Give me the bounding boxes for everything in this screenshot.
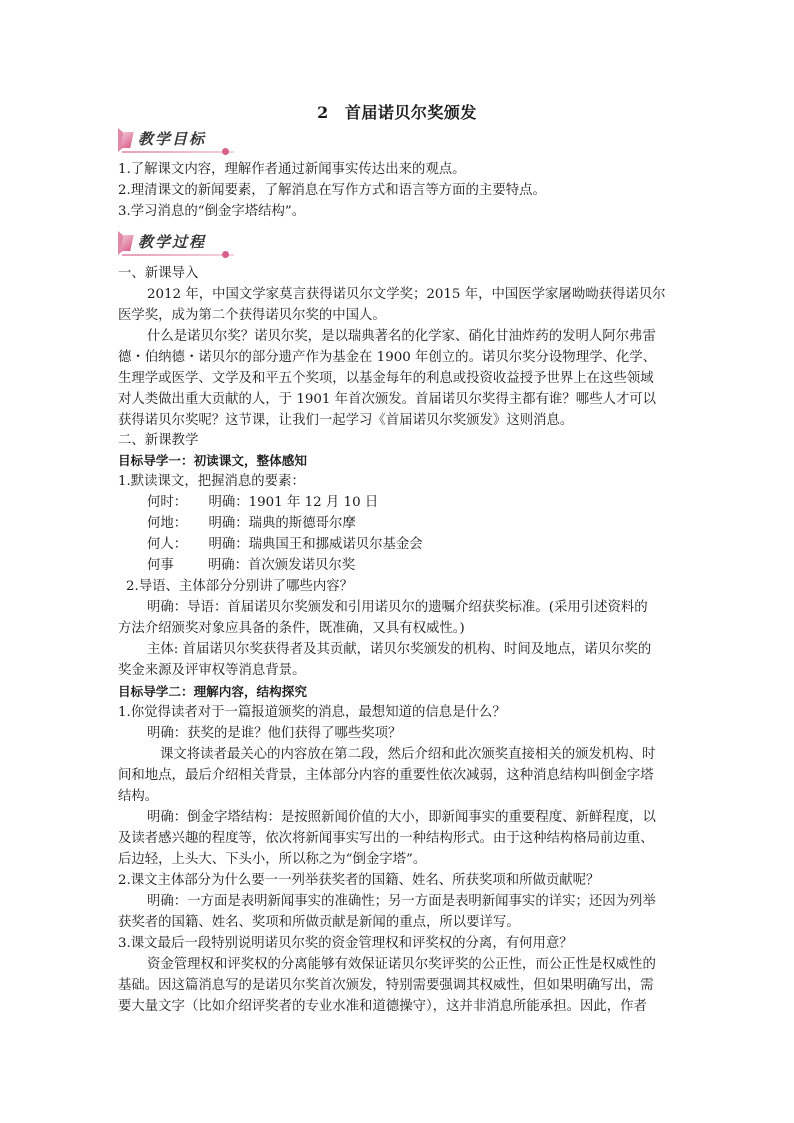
paragraph-line: 明确：倒金字塔结构：是按照新闻价值的大小，即新闻事实的重要程度、新鲜程度，以 [147, 810, 656, 825]
heading-intro: 一、新课导入 [118, 266, 199, 281]
paragraph-line: 获奖者的国籍、姓名、奖项和所做贡献是新闻的重点，所以要详写。 [118, 915, 520, 930]
section-header-process-text: 教学过程 [138, 233, 207, 251]
paragraph-line: 明确：一方面是表明新闻事实的准确性；另一方面是表明新闻事实的详实；还因为列举 [147, 894, 656, 909]
paragraph-line: 医学奖，成为第二个获得诺贝尔奖的中国人。 [118, 308, 386, 323]
lesson-number: 2 [317, 103, 329, 122]
goal-item: 3.学习消息的“倒金字塔结构”。 [118, 204, 306, 219]
heading-teaching: 二、新课教学 [118, 433, 199, 448]
paragraph-line: 基础。因这篇消息写的是诺贝尔奖首次颁发，特别需要强调其权威性，但如果明确写出，需 [118, 978, 654, 993]
goal-item: 1.了解课文内容，理解作者通过新闻事实传达出来的观点。 [118, 162, 466, 177]
paragraph-line: 2012 年，中国文学家莫言获得诺贝尔文学奖；2015 年，中国医学家屠呦呦获得诺贝尔 [147, 287, 666, 302]
paragraph-line: 奖金来源及评审权等消息背景。 [118, 663, 306, 678]
paragraph-line: 要大量文字（比如介绍评奖者的专业水准和道德操守），这并非消息所能承担。因此，作者 [118, 999, 647, 1014]
paragraph-line: 主体: 首届诺贝尔奖获得者及其贡献，诺贝尔奖颁发的机构、时间及地点，诺贝尔奖的 [147, 642, 652, 657]
section-header-goals [118, 126, 238, 154]
goal-guide-heading: 目标导学二：理解内容，结构探究 [118, 684, 307, 699]
paragraph-line: 及读者感兴趣的程度等，依次将新闻事实写出的一种结构形式。由于这种结构格局前边重、 [118, 831, 654, 846]
paragraph-line: 结构。 [118, 789, 159, 804]
element-who: 何人： 明确：瑞典国王和挪威诺贝尔基金会 [147, 537, 423, 552]
paragraph-line: 方法介绍颁奖对象应具备的条件，既准确，又具有权威性。) [118, 621, 465, 636]
element-where: 何地： 明确：瑞典的斯德哥尔摩 [147, 516, 356, 531]
divider [122, 254, 234, 256]
paragraph-line: 对人类做出重大贡献的人，于 1901 年首次颁发。首届诺贝尔奖得主都有谁？哪些人才可以 [118, 392, 657, 407]
paragraph-line: 获得诺贝尔奖呢？这节课，让我们一起学习《首届诺贝尔奖颁发》这则消息。 [118, 413, 574, 428]
paragraph-line: 什么是诺贝尔奖？诺贝尔奖，是以瑞典著名的化学家、硝化甘油炸药的发明人阿尔弗雷 [147, 329, 656, 344]
section-header-process [118, 229, 238, 257]
dot-icon [222, 251, 229, 258]
paragraph-line: 生理学或医学、文学及和平五个奖项，以基金每年的利息或投资收益授予世界上在这些领域 [118, 371, 654, 386]
paragraph-line: 德・伯纳德・诺贝尔的部分遗产作为基金在 1900 年创立的。诺贝尔奖分设物理学、化学、 [118, 350, 657, 365]
section-header-goals-text: 教学目标 [138, 130, 207, 148]
dot-icon [222, 148, 229, 155]
paragraph-line: 后边轻，上头大、下头小，所以称之为“倒金字塔”。 [118, 852, 427, 867]
element-what: 何事 明确：首次颁发诺贝尔奖 [147, 558, 356, 573]
question-line: 2.课文主体部分为什么要一一列举获奖者的国籍、姓名、所获奖项和所做贡献呢？ [118, 873, 600, 888]
paragraph-line: 间和地点，最后介绍相关背景，主体部分内容的重要性依次减弱，这种消息结构叫倒金字塔 [118, 768, 654, 783]
question-line: 1.默读课文，把握消息的要素： [118, 474, 305, 489]
goal-item: 2.理清课文的新闻要素，了解消息在写作方式和语言等方面的主要特点。 [118, 183, 546, 198]
page-title [0, 100, 794, 123]
question-line: 3.课文最后一段特别说明诺贝尔奖的资金管理权和评奖权的分离，有何用意？ [118, 936, 573, 951]
paragraph-line: 明确：获奖的是谁？他们获得了哪些奖项？ [147, 726, 402, 741]
paragraph-line: 课文将读者最关心的内容放在第二段，然后介绍和此次颁奖直接相关的颁发机构、时 [160, 747, 656, 762]
paragraph-line: 明确：导语：首届诺贝尔奖颁发和引用诺贝尔的遗嘱介绍获奖标准。(采用引述资料的 [147, 600, 648, 615]
question-line: 1.你觉得读者对于一篇报道颁奖的消息，最想知道的信息是什么？ [118, 705, 506, 720]
goal-guide-heading: 目标导学一：初读课文，整体感知 [118, 453, 307, 468]
divider [122, 151, 234, 153]
question-line: 2.导语、主体部分分别讲了哪些内容？ [126, 579, 354, 594]
paragraph-line: 资金管理权和评奖权的分离能够有效保证诺贝尔奖评奖的公正性，而公正性是权威性的 [147, 957, 656, 972]
lesson-title: 首届诺贝尔奖颁发 [344, 103, 477, 122]
element-when: 何时： 明确：1901 年 12 月 10 日 [147, 495, 379, 510]
